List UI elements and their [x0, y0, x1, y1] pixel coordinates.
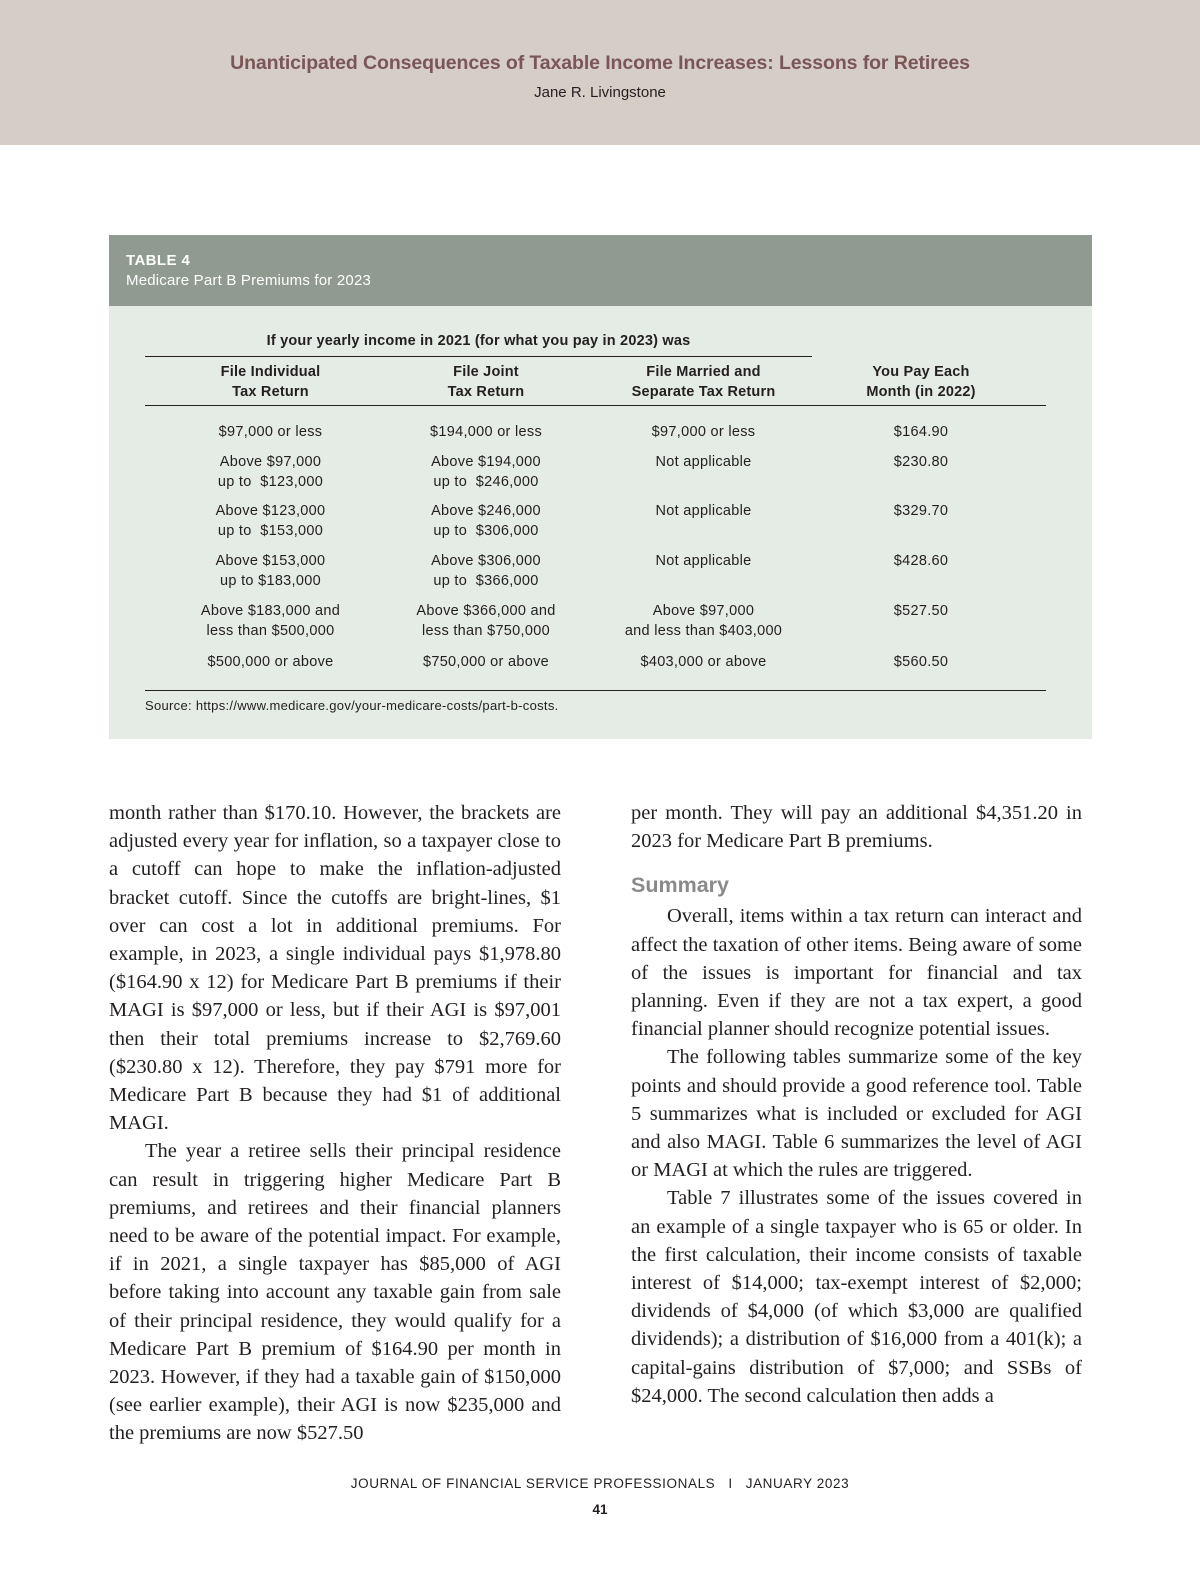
cell-joint: $194,000 or less — [429, 424, 542, 440]
table-caption: Medicare Part B Premiums for 2023 — [126, 272, 372, 289]
cell-individual: Above $123,000 up to $153,000 — [215, 503, 326, 539]
cell-joint: Above $366,000 and less than $750,000 — [416, 603, 556, 639]
cell-married-separate: Not applicable — [655, 454, 752, 470]
running-author: Jane R. Livingstone — [534, 84, 666, 101]
column-header-individual: File Individual Tax Return — [220, 364, 321, 400]
bottom-rule — [145, 690, 1046, 691]
column-header-married-separate: File Married and Separate Tax Return — [631, 364, 776, 400]
cell-joint: Above $246,000 up to $306,000 — [431, 503, 541, 539]
paragraph: The following tables summarize some of the key points and should provide a good reference tool. Table 5 summarizes what is included or excluded for AGI and also MAGI. Table 6 summarizes the level of AGI or MAGI at which the rules are triggered. — [631, 1046, 1082, 1182]
paragraph: month rather than $170.10. However, the brackets are adjusted every year for inflation, so a taxpayer close to a cutoff can hope to make the inflation-adjusted bracket cutoff. Since the cutoffs are bright-lines, $1 over can cost a lot in additional premiums. For example, in 2023, a single individual pays $1,978.80 ($164.90 x 12) for Medicare Part B premiums if their MAGI is $97,000 or less, but if their AGI is $97,001 then their total premiums increase to $2,769.60 ($230.80 x 12). Therefore, they pay $791 more for Medicare Part B because they had $1 of additional MAGI. — [109, 802, 561, 1135]
cell-monthly-premium: $230.80 — [893, 454, 949, 470]
paragraph: Overall, items within a tax return can interact and affect the taxation of other items. Being aware of some of the issues is important for financial and tax planning. Even if they are not a tax expert, a good financial planner should recognize potential issues. — [631, 905, 1082, 1041]
cell-monthly-premium: $329.70 — [893, 503, 949, 519]
cell-joint: $750,000 or above — [422, 654, 550, 670]
section-heading-summary: Summary — [631, 873, 729, 898]
paragraph: The year a retiree sells their principal residence can result in triggering higher Medicare Part B premiums, and retirees and their financial planners need to be aware of the potential impact. For example, if in 2021, a single taxpayer has $85,000 of AGI before taking into account any taxable gain from sale of their principal residence, they would qualify for a Medicare Part B premium of $164.90 per month in 2023. However, if they had a taxable gain of $150,000 (see earlier example), their AGI is now $235,000 and the premiums are now $527.50 — [109, 1140, 561, 1445]
cell-individual: Above $183,000 and less than $500,000 — [200, 603, 341, 639]
right-text-column — [631, 799, 1082, 1410]
cell-married-separate: Above $97,000 and less than $403,000 — [624, 603, 783, 639]
cell-married-separate: Not applicable — [655, 503, 752, 519]
cell-individual: Above $153,000 up to $183,000 — [215, 553, 326, 589]
table-header-band — [109, 235, 1092, 306]
table-source-note: Source: https://www.medicare.gov/your-medicare-costs/part-b-costs. — [145, 698, 559, 713]
left-text-column — [109, 799, 561, 1448]
table-label: TABLE 4 — [126, 252, 191, 269]
column-header-joint: File Joint Tax Return — [447, 364, 525, 400]
paragraph: per month. They will pay an additional $4,351.20 in 2023 for Medicare Part B premiums. — [631, 802, 1082, 853]
cell-individual: Above $97,000 up to $123,000 — [217, 454, 324, 490]
table-group-header: If your yearly income in 2021 (for what you pay in 2023) was — [266, 333, 691, 349]
cell-joint: Above $194,000 up to $246,000 — [431, 454, 541, 490]
header-rule — [145, 405, 1046, 406]
cell-monthly-premium: $428.60 — [893, 553, 949, 569]
cell-monthly-premium: $527.50 — [893, 603, 949, 619]
cell-individual: $500,000 or above — [207, 654, 334, 670]
cell-monthly-premium: $164.90 — [893, 424, 949, 440]
cell-married-separate: Not applicable — [655, 553, 752, 569]
cell-joint: Above $306,000 up to $366,000 — [431, 553, 541, 589]
cell-individual: $97,000 or less — [218, 424, 323, 440]
column-header-monthly-premium: You Pay Each Month (in 2022) — [866, 364, 976, 400]
table-4 — [109, 235, 1092, 739]
paragraph: Table 7 illustrates some of the issues covered in an example of a single taxpayer who is 65 or older. In the first calculation, their income consists of taxable interest of $14,000; tax-exempt interest of $2,000; dividends of $4,000 (of which $3,000 are qualified dividends); a distribution of $16,000 from a 401(k); a capital-gains distribution of $7,000; and SSBs of $24,000. The second calculation then adds a — [631, 1187, 1082, 1407]
group-rule — [145, 356, 812, 357]
running-title: Unanticipated Consequences of Taxable Income Increases: Lessons for Retirees — [230, 52, 970, 74]
footer-journal-line: JOURNAL OF FINANCIAL SERVICE PROFESSIONALS I JANUARY 2023 — [350, 1476, 850, 1491]
page-number: 41 — [592, 1502, 608, 1517]
cell-married-separate: $403,000 or above — [640, 654, 767, 670]
cell-married-separate: $97,000 or less — [651, 424, 756, 440]
cell-monthly-premium: $560.50 — [893, 654, 949, 670]
